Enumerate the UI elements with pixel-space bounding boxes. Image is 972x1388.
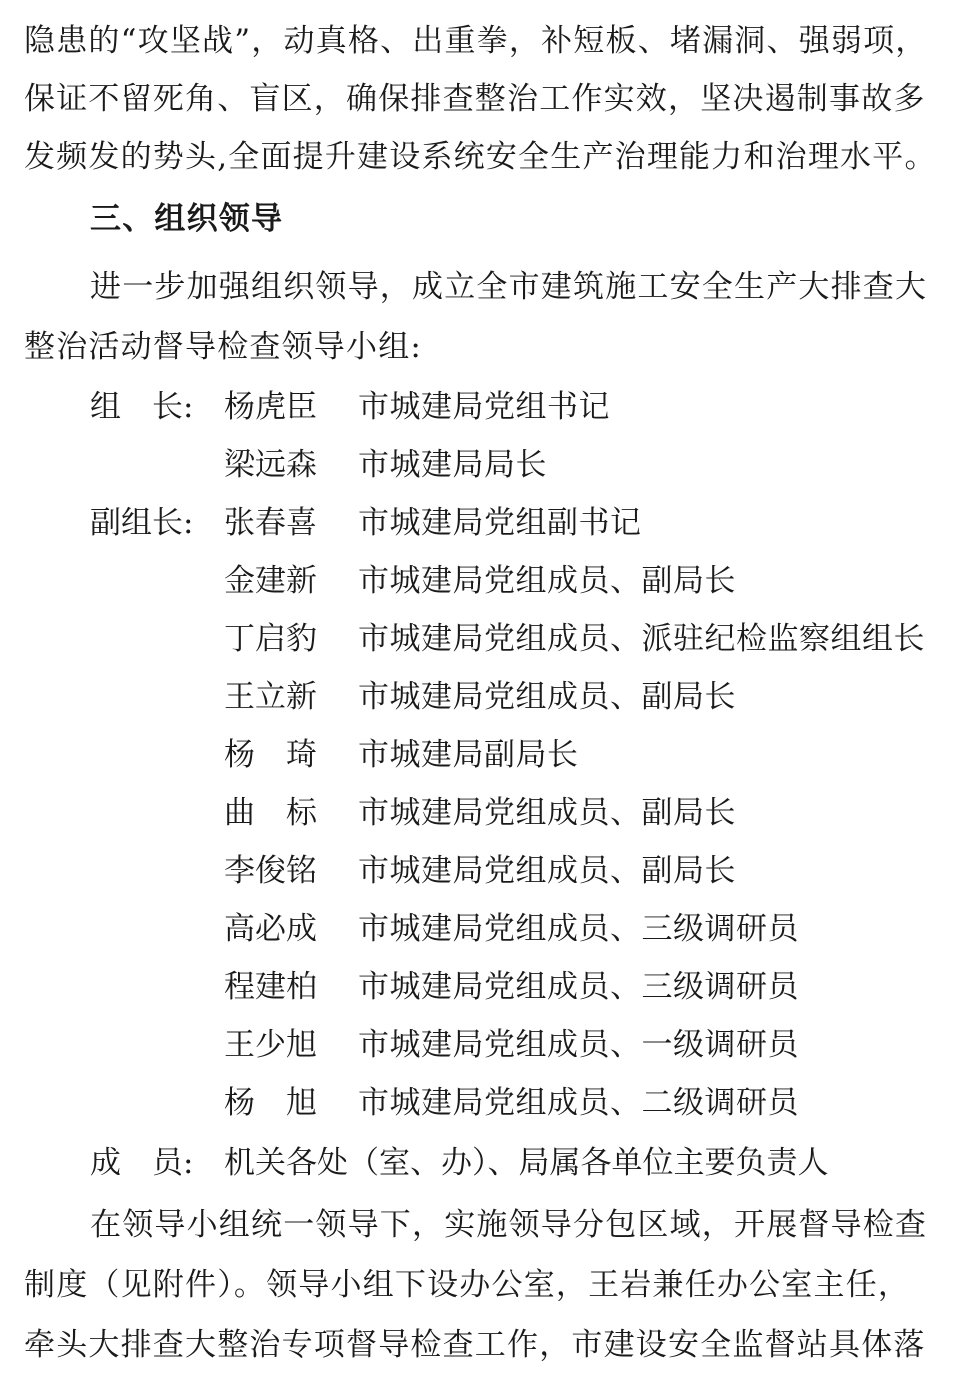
- paragraph-line-3: 发频发的势头,全面提升建设系统安全生产治理能力和治理水平。: [24, 139, 937, 175]
- deputy-title: 市城建局党组成员、三级调研员: [358, 969, 799, 1005]
- closing-line-1: 在领导小组统一领导下，实施领导分包区域，开展督导检查: [90, 1207, 928, 1243]
- deputy-title: 市城建局党组副书记: [358, 505, 642, 541]
- deputy-name: 高必成: [224, 911, 317, 947]
- leader-title: 市城建局局长: [358, 447, 547, 483]
- leader-title: 市城建局党组书记: [358, 389, 610, 425]
- member-role-label: 成 员:: [90, 1145, 194, 1181]
- closing-line-3: 牵头大排查大整治专项督导检查工作，市建设安全监督站具体落: [24, 1327, 926, 1363]
- paragraph-line-2: 保证不留死角、盲区，确保排查整治工作实效，坚决遏制事故多: [24, 81, 926, 117]
- deputy-title: 市城建局党组成员、副局长: [358, 795, 736, 831]
- paragraph-line-1: 隐患的“攻坚战”，动真格、出重拳，补短板、堵漏洞、强弱项，: [24, 23, 928, 59]
- deputy-name: 曲 标: [224, 795, 317, 831]
- deputy-name: 张春喜: [224, 505, 317, 541]
- deputy-name: 杨 旭: [224, 1085, 317, 1121]
- leader-name: 梁远森: [224, 447, 317, 483]
- deputy-name: 程建柏: [224, 969, 317, 1005]
- deputy-name: 杨 琦: [224, 737, 317, 773]
- deputy-title: 市城建局党组成员、三级调研员: [358, 911, 799, 947]
- members-text: 机关各处（室、办）、局属各单位主要负责人: [224, 1145, 829, 1181]
- leader-name: 杨虎臣: [224, 389, 317, 425]
- deputy-name: 王立新: [224, 679, 317, 715]
- deputy-title: 市城建局党组成员、副局长: [358, 563, 736, 599]
- deputy-name: 李俊铭: [224, 853, 317, 889]
- deputy-name: 金建新: [224, 563, 317, 599]
- deputy-title: 市城建局党组成员、一级调研员: [358, 1027, 799, 1063]
- deputy-role-label: 副组长:: [90, 505, 194, 541]
- leader-role-label: 组 长:: [90, 389, 194, 425]
- deputy-title: 市城建局党组成员、副局长: [358, 853, 736, 889]
- deputy-title: 市城建局副局长: [358, 737, 579, 773]
- deputy-title: 市城建局党组成员、副局长: [358, 679, 736, 715]
- section-heading: 三、组织领导: [90, 201, 284, 237]
- deputy-name: 丁启豹: [224, 621, 317, 657]
- closing-line-2: 制度（见附件）。领导小组下设办公室，王岩兼任办公室主任，: [24, 1267, 911, 1303]
- intro-line-2: 整治活动督导检查领导小组:: [24, 329, 423, 365]
- deputy-name: 王少旭: [224, 1027, 317, 1063]
- deputy-title: 市城建局党组成员、派驻纪检监察组组长: [358, 621, 925, 657]
- intro-line-1: 进一步加强组织领导，成立全市建筑施工安全生产大排查大: [90, 269, 928, 305]
- deputy-title: 市城建局党组成员、二级调研员: [358, 1085, 799, 1121]
